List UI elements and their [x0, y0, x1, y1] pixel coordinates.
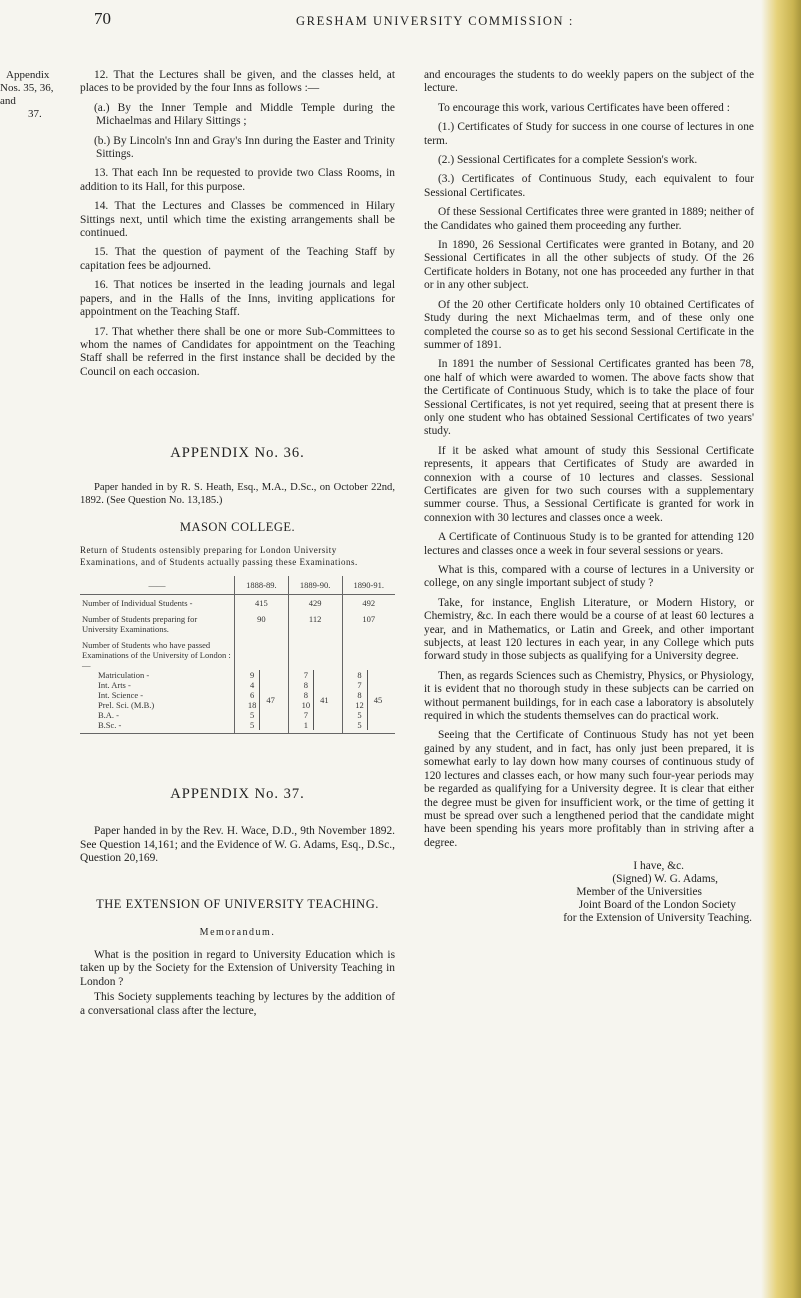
exam-label: B.Sc. - — [98, 719, 122, 730]
right-column — [424, 69, 754, 925]
signature-line: (Signed) W. G. Adams, — [612, 873, 718, 886]
body-paragraph: (3.) Certificates of Continuous Study, each equivalent to four Sessional Certificates. — [424, 173, 754, 199]
signature-block — [424, 860, 754, 925]
passed-value: 5 — [357, 709, 362, 720]
table-cell-passed — [342, 637, 395, 734]
body-paragraph: Of the 20 other Certificate holders only 10 obtained Certificates of Study during the next Michaelmas term, and of these only one completed the course so as to get his second Sessional Certificate in the summer of 1891. — [424, 298, 754, 351]
resolution-16: 16. That notices be inserted in the leading journals and legal papers, and in the Halls of the Inns, inviting applications for appointment on the Teaching Staff. — [80, 279, 395, 319]
body-paragraph: and encourages the students to do weekly papers on the subject of the lecture. — [424, 69, 754, 95]
appendix-36-paper-note: Paper handed in by R. S. Heath, Esq., M.A., D.Sc., on October 22nd, 1892. (See Question No. 13,185.) — [80, 481, 395, 506]
body-paragraph: Take, for instance, English Literature, or Modern History, or Chemistry, &c. In each there would be a course of at least 60 lectures a year, and in Mathematics, or Latin and Greek, and other important subjects, at least 120 lectures in each year, in any College which puts forward study in those subjects as qualifying for a University degree. — [424, 596, 754, 663]
passed-total: 47 — [266, 694, 275, 705]
table-cell: 107 — [342, 611, 395, 637]
page-edge-binding — [761, 0, 801, 1298]
body-paragraph: If it be asked what amount of study this Sessional Certificate represents, it appears that Certificates of Study are awarded in connexion with a course of 10 lectures and classes. Sessional Certificates are given for two such courses with a supplementary summer course. Thus, a Sessional Certificate is granted for work in connexion with 30 lectures and classes once a week. — [424, 444, 754, 524]
table-row-passed — [80, 637, 395, 734]
body-paragraph: A Certificate of Continuous Study is to be granted for attending 120 lectures and classes once a week in four several sessions or years. — [424, 531, 754, 557]
column-header: 1889-90. — [288, 576, 342, 595]
left-column — [80, 69, 395, 1024]
memo-supplement: This Society supplements teaching by lectures by the addition of a conversational class after the lecture, — [80, 991, 395, 1017]
body-paragraph: (1.) Certificates of Study for success in one course of lectures in one term. — [424, 121, 754, 147]
signature-line: Joint Board of the London Society — [578, 899, 736, 912]
resolution-12b: (b.) By Lincoln's Inn and Gray's Inn during the Easter and Trinity Sittings. — [94, 134, 395, 161]
resolution-14: 14. That the Lectures and Classes be commenced in Hilary Sittings next, until which time the existing arrangements shall be continued. — [80, 200, 395, 240]
margin-note-line: 37. — [28, 108, 42, 120]
passed-total: 41 — [320, 694, 329, 705]
memorandum-heading: Memorandum. — [199, 926, 276, 938]
body-paragraph: Seeing that the Certificate of Continuous Study has not yet been gained by any student, and in fact, has only just been prepared, it is somewhat early to lay down how many courses of continuous study of 120 lectures and classes each, or how many such four-year periods may be regarded as qualifying for a University degree. It is clear that either the degree must be given for insufficient work, or the time of getting it must be spread over such a lengthened period that the candidate might have been spending his years more profitably than in striving after a degree. — [424, 729, 754, 849]
table-cell: 429 — [288, 594, 342, 611]
margin-note-line: Appendix — [6, 69, 50, 81]
signature-line: Member of the Universities — [576, 886, 702, 899]
exam-label: Int. Arts - — [98, 679, 131, 690]
body-paragraph: In 1891 the number of Sessional Certificates granted has been 78, one half of which were awarded to women. The above facts show that the Certificate of Continuous Study, which is to take the place of four Sessional Certificates, is not yet required, seeing that at present there is only one student who has obtained Sessional Certificates of two years' study. — [424, 358, 754, 438]
passed-label: Number of Students who have passed Examinations of the University of London :— — [82, 639, 231, 670]
table-header-row — [80, 576, 395, 595]
body-paragraph: To encourage this work, various Certificates have been offered : — [438, 101, 730, 114]
passed-value: 12 — [355, 699, 364, 710]
memo-question: What is the position in regard to University Education which is taken up by the Society for the Extension of University Teaching in London ? — [80, 948, 395, 988]
resolution-15: 15. That the question of payment of the Teaching Staff by capitation fees be adjourned. — [80, 246, 395, 272]
column-header: 1890-91. — [342, 576, 395, 595]
body-paragraph: In 1890, 26 Sessional Certificates were granted in Botany, and 20 Sessional Certificates in all the other subjects of study. Of the 26 Certificate holders in Botany, not one has proceeded any further in that or in any other subject. — [424, 239, 754, 292]
table-row — [80, 594, 395, 611]
table-cell: 415 — [235, 594, 289, 611]
passed-value: 8 — [357, 689, 362, 700]
table-cell: 90 — [235, 611, 289, 637]
margin-note — [0, 69, 68, 121]
exam-label: Int. Science - — [98, 689, 144, 700]
passed-value: 5 — [250, 709, 255, 720]
passed-value: 10 — [301, 699, 311, 710]
body-paragraph: What is this, compared with a course of lectures in a University or college, on any single important subject of study ? — [424, 564, 754, 590]
passed-value: 7 — [357, 679, 362, 690]
resolution-13: 13. That each Inn be requested to provide two Class Rooms, in addition to its Hall, for this purpose. — [80, 167, 395, 193]
passed-value: 5 — [357, 719, 362, 730]
table-cell-passed — [288, 637, 342, 734]
passed-value: 8 — [357, 669, 362, 680]
students-table — [80, 576, 395, 734]
exam-label: B.A. - — [98, 709, 120, 720]
extension-title: THE EXTENSION OF UNIVERSITY TEACHING. — [96, 896, 379, 911]
appendix-37-heading: APPENDIX No. 37. — [170, 785, 305, 802]
exam-label: Matriculation - — [98, 669, 150, 680]
table-cell: 492 — [342, 594, 395, 611]
passed-value: 9 — [250, 669, 255, 680]
college-title: MASON COLLEGE. — [179, 519, 296, 534]
table-corner: —— — [80, 576, 235, 595]
signature-line: I have, &c. — [633, 860, 684, 873]
table-row — [80, 611, 395, 637]
table-cell: 112 — [288, 611, 342, 637]
row-label: Number of Students preparing for University Examinations. — [82, 613, 198, 634]
page-number: 70 — [94, 9, 111, 28]
column-header: 1888-89. — [235, 576, 289, 595]
row-label-passed — [80, 637, 235, 734]
appendix-36-heading: APPENDIX No. 36. — [170, 445, 305, 462]
passed-value: 1 — [303, 719, 308, 730]
passed-value: 8 — [303, 679, 308, 690]
signature-line: for the Extension of University Teaching. — [563, 912, 752, 925]
body-paragraph: (2.) Sessional Certificates for a complete Session's work. — [438, 154, 698, 167]
resolution-17: 17. That whether there shall be one or more Sub-Committees to whom the names of Candidates for appointment on the Teaching Staff shall be referred in the first instance shall be decided by the Council on each occasion. — [80, 325, 395, 378]
body-paragraph: Then, as regards Sciences such as Chemistry, Physics, or Physiology, it is evident that no thorough study in these subjects can be carried on without permanent buildings, for in each case a laboratory is absolutely required in which the students themselves can do practical work. — [424, 669, 754, 723]
passed-value: 4 — [250, 679, 255, 690]
exam-label: Prel. Sci. (M.B.) — [98, 699, 155, 710]
passed-value: 6 — [250, 689, 255, 700]
passed-total: 45 — [373, 694, 383, 705]
passed-value: 8 — [303, 689, 308, 700]
page-header — [0, 5, 801, 35]
passed-value: 7 — [303, 669, 308, 680]
passed-value: 7 — [303, 709, 308, 720]
appendix-37-paper-note: Paper handed in by the Rev. H. Wace, D.D., 9th November 1892. See Question 14,161; and the Evidence of W. G. Adams, Esq., D.Sc., Question 20,169. — [80, 825, 395, 865]
resolution-12a: (a.) By the Inner Temple and Middle Temple during the Michaelmas and Hilary Sittings ; — [94, 101, 395, 128]
body-paragraph: Of these Sessional Certificates three were granted in 1889; neither of the Candidates who gained them proceeding any further. — [424, 206, 754, 232]
table-cell-passed — [235, 637, 289, 734]
passed-value: 5 — [250, 719, 255, 730]
running-title: GRESHAM UNIVERSITY COMMISSION : — [296, 14, 574, 28]
return-title: Return of Students ostensibly preparing for London University Examinations, and of Students actually passing these Examinations. — [80, 544, 358, 567]
resolution-12: 12. That the Lectures shall be given, and the classes held, at places to be provided by the four Inns as follows :— — [80, 69, 395, 95]
row-label: Number of Individual Students - — [82, 597, 193, 608]
margin-note-line: Nos. 35, 36, and — [0, 82, 54, 107]
passed-value: 18 — [247, 699, 257, 710]
